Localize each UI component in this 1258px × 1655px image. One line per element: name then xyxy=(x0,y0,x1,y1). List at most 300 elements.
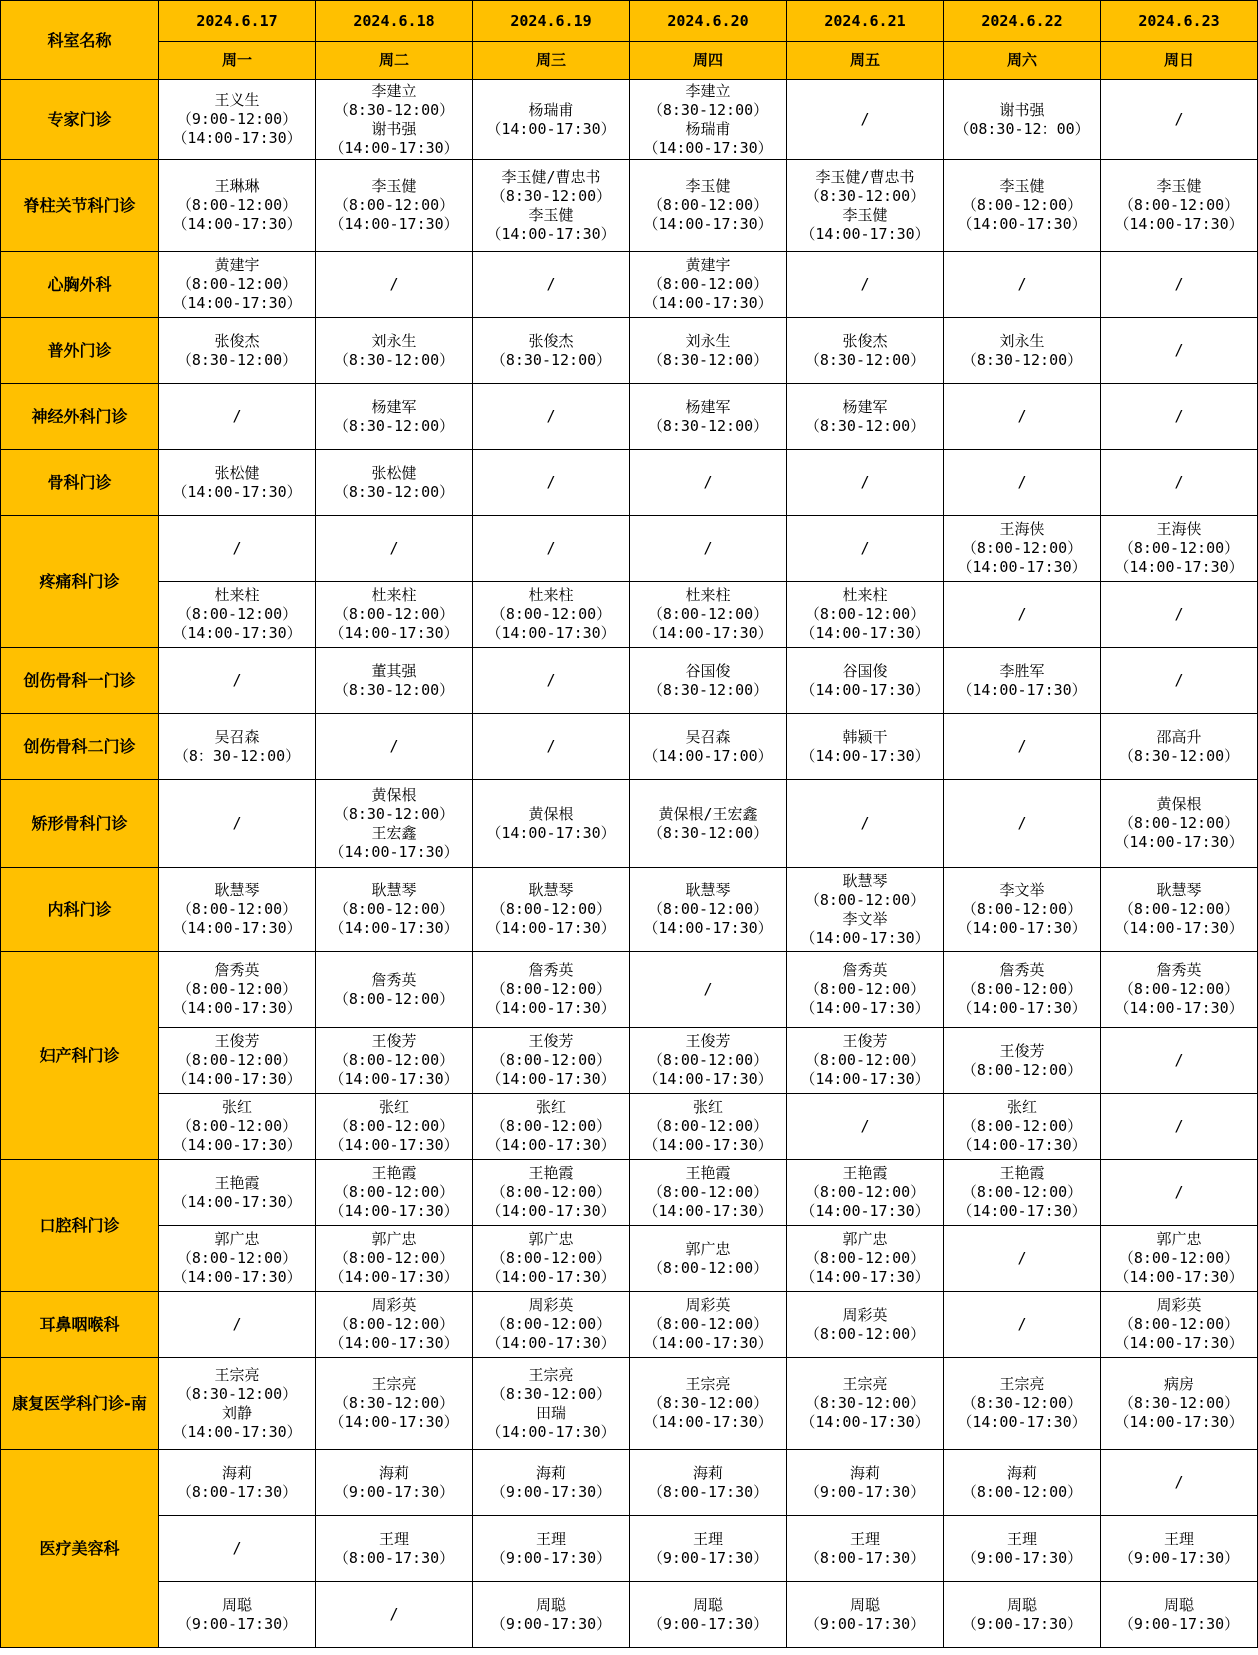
doctor-name: / xyxy=(1017,473,1027,491)
doctor-name: / xyxy=(232,1539,242,1557)
schedule-row xyxy=(1,714,1258,780)
schedule-cell xyxy=(159,780,316,868)
doctor-name: 周聪 xyxy=(849,1595,880,1614)
doctor-name: 王海侠 xyxy=(999,520,1045,538)
doctor-name: 郭广忠 xyxy=(371,1230,417,1248)
schedule-line: （9:00-17:30） xyxy=(176,1614,298,1633)
schedule-cell xyxy=(473,1094,630,1160)
schedule-line: （8:00-17:30） xyxy=(804,1548,926,1567)
doctor-name: / xyxy=(860,1117,870,1135)
schedule-cell xyxy=(1101,1094,1258,1160)
weekday-row xyxy=(1,42,1258,80)
schedule-cell xyxy=(630,714,787,780)
schedule-row xyxy=(1,1160,1258,1226)
doctor-name: 周彩英 xyxy=(842,1305,888,1324)
schedule-line: （14:00-17:30） xyxy=(486,1136,616,1154)
schedule-line: （8:00-12:00） xyxy=(804,980,926,998)
schedule-line: （8:00-12:00） xyxy=(1118,900,1240,918)
doctor-name: 黄保根 xyxy=(528,804,574,823)
department-name: 耳鼻咽喉科 xyxy=(1,1292,159,1358)
doctor-name: / xyxy=(860,539,870,557)
doctor-name: 李玉健 xyxy=(999,177,1045,195)
schedule-cell xyxy=(944,648,1101,714)
doctor-name: 周聪 xyxy=(1006,1595,1037,1614)
doctor-name: / xyxy=(1174,671,1184,689)
date-header: 2024.6.23 xyxy=(1101,1,1258,42)
schedule-line: （8:00-12:00） xyxy=(176,900,298,918)
schedule-cell xyxy=(944,1160,1101,1226)
department-name: 脊柱关节科门诊 xyxy=(1,160,159,252)
schedule-line: （14:00-17:30） xyxy=(172,1192,302,1211)
schedule-line: 李文举 xyxy=(842,909,888,928)
schedule-line: （8:30-12:00） xyxy=(804,350,926,369)
schedule-cell xyxy=(944,1516,1101,1582)
schedule-cell xyxy=(787,648,944,714)
doctor-name: 王宗亮 xyxy=(685,1375,731,1393)
doctor-name: 王海侠 xyxy=(1156,520,1202,538)
schedule-line: （14:00-17:30） xyxy=(1114,215,1244,233)
schedule-cell xyxy=(473,1582,630,1648)
doctor-name: 黄保根 xyxy=(1156,795,1202,813)
date-header: 2024.6.19 xyxy=(473,1,630,42)
schedule-cell xyxy=(159,1450,316,1516)
schedule-line: （8:00-12:00） xyxy=(647,1258,769,1277)
schedule-row xyxy=(1,80,1258,160)
schedule-row xyxy=(1,1358,1258,1450)
schedule-line: （8:30-12:00） xyxy=(333,100,455,119)
doctor-name: 杨建军 xyxy=(685,397,731,416)
schedule-cell xyxy=(316,1226,473,1292)
schedule-cell xyxy=(630,450,787,516)
doctor-name: 王义生 xyxy=(214,91,260,109)
schedule-cell xyxy=(159,648,316,714)
schedule-line: （14:00-17:30） xyxy=(643,1334,773,1352)
schedule-line: （14:00-17:30） xyxy=(1114,919,1244,937)
schedule-cell xyxy=(473,1516,630,1582)
schedule-line: （8:00-12:00） xyxy=(333,900,455,918)
schedule-line: （8:00-12:00） xyxy=(647,1117,769,1135)
doctor-name: 杜来柱 xyxy=(371,586,417,604)
schedule-cell xyxy=(944,384,1101,450)
schedule-line: （14:00-17:30） xyxy=(800,1268,930,1286)
schedule-cell xyxy=(630,1028,787,1094)
doctor-name: 王俊芳 xyxy=(842,1032,888,1050)
schedule-line: （8:00-12:00） xyxy=(961,1117,1083,1135)
schedule-cell xyxy=(630,160,787,252)
schedule-line: （14:00-17:30） xyxy=(486,119,616,138)
doctor-name: 张红 xyxy=(1006,1098,1037,1116)
schedule-cell xyxy=(944,714,1101,780)
schedule-cell xyxy=(316,80,473,160)
schedule-cell xyxy=(316,252,473,318)
schedule-cell xyxy=(473,1028,630,1094)
schedule-cell xyxy=(1101,160,1258,252)
schedule-line: （14:00-17:30） xyxy=(1114,999,1244,1017)
schedule-cell xyxy=(159,1292,316,1358)
schedule-line: （8:00-12:00） xyxy=(490,1249,612,1267)
doctor-name: 黄保根/王宏鑫 xyxy=(658,804,758,823)
schedule-cell xyxy=(944,450,1101,516)
schedule-line: （14:00-17:30） xyxy=(329,138,459,157)
doctor-name: 海莉 xyxy=(221,1463,252,1482)
schedule-line: （14:00-17:30） xyxy=(486,1422,616,1441)
schedule-line: （9:00-17:30） xyxy=(333,1482,455,1501)
department-name: 普外门诊 xyxy=(1,318,159,384)
schedule-cell xyxy=(630,1292,787,1358)
schedule-line: （8:00-12:00） xyxy=(333,989,455,1008)
doctor-name: 王艳霞 xyxy=(214,1173,260,1192)
schedule-cell xyxy=(1101,252,1258,318)
doctor-name: 谷国俊 xyxy=(842,661,888,680)
doctor-name: 詹秀英 xyxy=(371,970,417,989)
schedule-line: （14:00-17:30） xyxy=(172,624,302,642)
schedule-line: （8:00-12:00） xyxy=(961,1060,1083,1079)
schedule-cell xyxy=(473,868,630,952)
doctor-name: 李建立 xyxy=(371,81,417,100)
schedule-cell xyxy=(944,252,1101,318)
doctor-name: 黄建宇 xyxy=(685,256,731,274)
doctor-name: 王艳霞 xyxy=(685,1164,731,1182)
schedule-line: （8:30-12:00） xyxy=(647,823,769,842)
schedule-line: （8:30-12:00） xyxy=(1118,1394,1240,1412)
department-name: 内科门诊 xyxy=(1,868,159,952)
schedule-line: （9:00-17:30） xyxy=(804,1614,926,1633)
doctor-name: 董其强 xyxy=(371,661,417,680)
doctor-name: 王理 xyxy=(378,1529,409,1548)
doctor-name: 王琳琳 xyxy=(214,177,260,195)
schedule-cell xyxy=(787,160,944,252)
schedule-cell xyxy=(159,1582,316,1648)
date-header: 2024.6.22 xyxy=(944,1,1101,42)
schedule-line: （8:00-12:00） xyxy=(176,275,298,293)
schedule-line: （9:00-17:30） xyxy=(961,1614,1083,1633)
doctor-name: 黄建宇 xyxy=(214,256,260,274)
weekday-header: 周五 xyxy=(787,42,944,80)
department-name: 医疗美容科 xyxy=(1,1450,159,1648)
schedule-cell xyxy=(630,516,787,582)
schedule-line: （14:00-17:30） xyxy=(172,919,302,937)
schedule-cell xyxy=(316,1028,473,1094)
schedule-cell xyxy=(473,516,630,582)
schedule-line: （14:00-17:30） xyxy=(329,1136,459,1154)
schedule-line: （8:30-12:00） xyxy=(961,350,1083,369)
schedule-cell xyxy=(944,1226,1101,1292)
schedule-cell xyxy=(944,1028,1101,1094)
schedule-line: （14:00-17:30） xyxy=(800,1070,930,1088)
schedule-cell xyxy=(159,868,316,952)
schedule-line: （9:00-17:30） xyxy=(490,1614,612,1633)
schedule-line: （14:00-17:30） xyxy=(329,624,459,642)
schedule-line: （8:00-12:00） xyxy=(647,1183,769,1201)
schedule-line: （8:00-12:00） xyxy=(647,1315,769,1333)
doctor-name: / xyxy=(546,737,556,755)
doctor-name: 杨瑞甫 xyxy=(528,100,574,119)
schedule-line: （14:00-17:30） xyxy=(172,1268,302,1286)
schedule-cell xyxy=(1101,1160,1258,1226)
schedule-line: （8:00-12:00） xyxy=(1118,814,1240,832)
department-name: 妇产科门诊 xyxy=(1,952,159,1160)
department-name: 康复医学科门诊-南 xyxy=(1,1358,159,1450)
schedule-line: （8:30-12:00） xyxy=(490,350,612,369)
schedule-line: （14:00-17:30） xyxy=(172,215,302,233)
schedule-cell xyxy=(630,384,787,450)
doctor-name: 张红 xyxy=(535,1098,566,1116)
doctor-name: 王俊芳 xyxy=(528,1032,574,1050)
doctor-name: 耿慧琴 xyxy=(1156,881,1202,899)
schedule-cell xyxy=(787,582,944,648)
schedule-line: （9:00-17:30） xyxy=(490,1548,612,1567)
doctor-name: / xyxy=(232,1315,242,1333)
schedule-cell xyxy=(316,516,473,582)
doctor-name: / xyxy=(860,275,870,293)
schedule-line: （8:00-12:00） xyxy=(647,1051,769,1069)
schedule-line: （8:00-12:00） xyxy=(490,605,612,623)
schedule-line: （8:30-12:00） xyxy=(490,1384,612,1403)
schedule-line: （9:00-17:30） xyxy=(647,1614,769,1633)
doctor-name: 王俊芳 xyxy=(999,1041,1045,1060)
schedule-cell xyxy=(630,1094,787,1160)
doctor-name: 郭广忠 xyxy=(528,1230,574,1248)
doctor-name: 王艳霞 xyxy=(999,1164,1045,1182)
schedule-line: （8:00-12:00） xyxy=(490,1183,612,1201)
schedule-line: 王宏鑫 xyxy=(371,823,417,842)
schedule-line: （8:00-12:00） xyxy=(176,605,298,623)
doctor-name: 郭广忠 xyxy=(842,1230,888,1248)
schedule-line: （14:00-17:30） xyxy=(486,823,616,842)
schedule-line: （14:00-17:30） xyxy=(643,1136,773,1154)
doctor-name: 杨建军 xyxy=(842,397,888,416)
schedule-line: （8:00-12:00） xyxy=(961,1482,1083,1501)
schedule-line: （14:00-17:30） xyxy=(800,746,930,765)
doctor-name: 王宗亮 xyxy=(214,1365,260,1384)
schedule-line: （14:00-17:30） xyxy=(172,482,302,501)
department-name: 专家门诊 xyxy=(1,80,159,160)
schedule-line: （8:00-12:00） xyxy=(333,1051,455,1069)
doctor-name: / xyxy=(389,737,399,755)
schedule-cell xyxy=(316,1450,473,1516)
schedule-row xyxy=(1,1582,1258,1648)
schedule-line: （8:00-17:30） xyxy=(647,1482,769,1501)
schedule-cell xyxy=(630,1450,787,1516)
schedule-cell xyxy=(787,384,944,450)
doctor-name: 詹秀英 xyxy=(528,961,574,979)
schedule-line: （14:00-17:30） xyxy=(643,624,773,642)
schedule-line: （14:00-17:30） xyxy=(1114,1413,1244,1431)
doctor-name: / xyxy=(232,539,242,557)
doctor-name: 王理 xyxy=(1006,1529,1037,1548)
schedule-cell xyxy=(159,516,316,582)
doctor-name: / xyxy=(1017,1315,1027,1333)
date-header: 2024.6.17 xyxy=(159,1,316,42)
schedule-line: （14:00-17:30） xyxy=(486,624,616,642)
schedule-line: （14:00-17:30） xyxy=(172,1136,302,1154)
schedule-cell xyxy=(787,1292,944,1358)
schedule-line: （8:30-12:00） xyxy=(333,804,455,823)
schedule-cell xyxy=(787,450,944,516)
schedule-cell xyxy=(159,160,316,252)
schedule-line: 李玉健 xyxy=(528,205,574,224)
doctor-name: / xyxy=(389,539,399,557)
schedule-line: （14:00-17:30） xyxy=(172,999,302,1017)
doctor-name: / xyxy=(860,814,870,832)
department-name: 矫形骨科门诊 xyxy=(1,780,159,868)
schedule-row xyxy=(1,648,1258,714)
schedule-line: 谢书强 xyxy=(371,119,417,138)
dept-column-header: 科室名称 xyxy=(1,1,159,80)
doctor-name: 张红 xyxy=(378,1098,409,1116)
doctor-name: 李文举 xyxy=(999,881,1045,899)
doctor-name: / xyxy=(546,407,556,425)
doctor-name: / xyxy=(232,671,242,689)
doctor-name: 王理 xyxy=(849,1529,880,1548)
doctor-name: / xyxy=(1174,473,1184,491)
schedule-line: （8:30-12:00） xyxy=(176,1384,298,1403)
doctor-name: / xyxy=(860,110,870,128)
schedule-line: （8:00-12:00） xyxy=(647,900,769,918)
schedule-line: （8:30-12:00） xyxy=(647,350,769,369)
doctor-name: 周聪 xyxy=(535,1595,566,1614)
schedule-cell xyxy=(159,1358,316,1450)
schedule-line: （8:00-12:00） xyxy=(333,1249,455,1267)
doctor-name: 吴召森 xyxy=(685,727,731,746)
schedule-line: （8:30-12:00） xyxy=(333,680,455,699)
schedule-cell xyxy=(787,1358,944,1450)
schedule-line: （8:00-12:00） xyxy=(176,1249,298,1267)
schedule-line: （14:00-17:30） xyxy=(486,1268,616,1286)
schedule-cell xyxy=(159,952,316,1028)
schedule-row xyxy=(1,318,1258,384)
schedule-cell xyxy=(944,1358,1101,1450)
doctor-name: / xyxy=(546,539,556,557)
schedule-line: （8:00-12:00） xyxy=(647,196,769,214)
doctor-name: / xyxy=(546,473,556,491)
schedule-cell xyxy=(787,252,944,318)
schedule-line: （14:00-17:30） xyxy=(486,919,616,937)
schedule-row xyxy=(1,780,1258,868)
schedule-cell xyxy=(630,1358,787,1450)
schedule-cell xyxy=(1101,1358,1258,1450)
doctor-name: 郭广忠 xyxy=(214,1230,260,1248)
schedule-line: （14:00-17:00） xyxy=(643,746,773,765)
doctor-name: 张松健 xyxy=(371,463,417,482)
schedule-cell xyxy=(159,1028,316,1094)
schedule-line: （14:00-17:30） xyxy=(643,1413,773,1431)
schedule-line: （8:00-12:00） xyxy=(1118,1249,1240,1267)
schedule-cell xyxy=(1101,1028,1258,1094)
schedule-line: （14:00-17:30） xyxy=(957,680,1087,699)
doctor-name: / xyxy=(703,980,713,998)
schedule-line: （14:00-17:30） xyxy=(329,1268,459,1286)
schedule-line: （8:00-12:00） xyxy=(961,196,1083,214)
doctor-name: 詹秀英 xyxy=(842,961,888,979)
schedule-line: （14:00-17:30） xyxy=(957,558,1087,576)
schedule-line: （8:00-12:00） xyxy=(490,1051,612,1069)
department-name: 神经外科门诊 xyxy=(1,384,159,450)
weekday-header: 周二 xyxy=(316,42,473,80)
doctor-name: 张俊杰 xyxy=(214,331,260,350)
schedule-cell xyxy=(316,1516,473,1582)
schedule-cell xyxy=(787,780,944,868)
doctor-name: 张松健 xyxy=(214,463,260,482)
date-row xyxy=(1,1,1258,42)
doctor-name: 邵高升 xyxy=(1156,727,1202,746)
doctor-name: 周聪 xyxy=(221,1595,252,1614)
doctor-name: / xyxy=(232,407,242,425)
schedule-line: （8:00-12:00） xyxy=(176,196,298,214)
schedule-line: （8:00-12:00） xyxy=(333,1117,455,1135)
schedule-line: 杨瑞甫 xyxy=(685,119,731,138)
schedule-line: （14:00-17:30） xyxy=(329,842,459,861)
schedule-line: （14:00-17:30） xyxy=(643,138,773,157)
schedule-row xyxy=(1,952,1258,1028)
date-header: 2024.6.21 xyxy=(787,1,944,42)
doctor-name: 张红 xyxy=(221,1098,252,1116)
schedule-row xyxy=(1,160,1258,252)
schedule-line: （14:00-17:30） xyxy=(329,1413,459,1431)
schedule-cell xyxy=(316,1582,473,1648)
schedule-line: （14:00-17:30） xyxy=(800,680,930,699)
doctor-name: 耿慧琴 xyxy=(528,881,574,899)
department-name: 创伤骨科一门诊 xyxy=(1,648,159,714)
doctor-name: 黄保根 xyxy=(371,785,417,804)
doctor-name: 王艳霞 xyxy=(371,1164,417,1182)
schedule-line: （14:00-17:30） xyxy=(486,1070,616,1088)
schedule-cell xyxy=(1101,384,1258,450)
doctor-name: 杜来柱 xyxy=(528,586,574,604)
doctor-name: 海莉 xyxy=(535,1463,566,1482)
schedule-line: （8:00-12:00） xyxy=(961,900,1083,918)
schedule-line: （8:30-12:00） xyxy=(804,1394,926,1412)
schedule-cell xyxy=(316,1358,473,1450)
schedule-cell xyxy=(944,780,1101,868)
schedule-line: （8:00-12:00） xyxy=(1118,1315,1240,1333)
doctor-name: / xyxy=(1017,407,1027,425)
schedule-line: （14:00-17:30） xyxy=(329,1334,459,1352)
date-header: 2024.6.18 xyxy=(316,1,473,42)
date-header: 2024.6.20 xyxy=(630,1,787,42)
schedule-cell xyxy=(787,1516,944,1582)
schedule-cell xyxy=(1101,1582,1258,1648)
schedule-cell xyxy=(787,1450,944,1516)
doctor-name: 耿慧琴 xyxy=(214,881,260,899)
schedule-line: （8:00-12:00） xyxy=(1118,980,1240,998)
doctor-name: 张俊杰 xyxy=(842,331,888,350)
doctor-name: 王艳霞 xyxy=(842,1164,888,1182)
schedule-row xyxy=(1,1292,1258,1358)
doctor-name: 周彩英 xyxy=(685,1296,731,1314)
schedule-line: （8:30-12:00） xyxy=(961,1394,1083,1412)
schedule-cell xyxy=(1101,1226,1258,1292)
schedule-line: （14:00-17:30） xyxy=(957,919,1087,937)
schedule-cell xyxy=(630,1582,787,1648)
department-name: 创伤骨科二门诊 xyxy=(1,714,159,780)
doctor-name: / xyxy=(1174,275,1184,293)
doctor-name: 病房 xyxy=(1163,1375,1194,1393)
schedule-cell xyxy=(473,952,630,1028)
department-name: 心胸外科 xyxy=(1,252,159,318)
schedule-cell xyxy=(787,1028,944,1094)
schedule-cell xyxy=(944,160,1101,252)
schedule-line: （8:30-12:00） xyxy=(333,416,455,435)
schedule-line: （8:30-12:00） xyxy=(176,350,298,369)
doctor-name: 王俊芳 xyxy=(371,1032,417,1050)
schedule-line: （14:00-17:30） xyxy=(172,129,302,147)
weekday-header: 周四 xyxy=(630,42,787,80)
schedule-cell xyxy=(473,450,630,516)
schedule-cell xyxy=(944,952,1101,1028)
schedule-line: （8:30-12:00） xyxy=(333,1394,455,1412)
doctor-name: 詹秀英 xyxy=(214,961,260,979)
